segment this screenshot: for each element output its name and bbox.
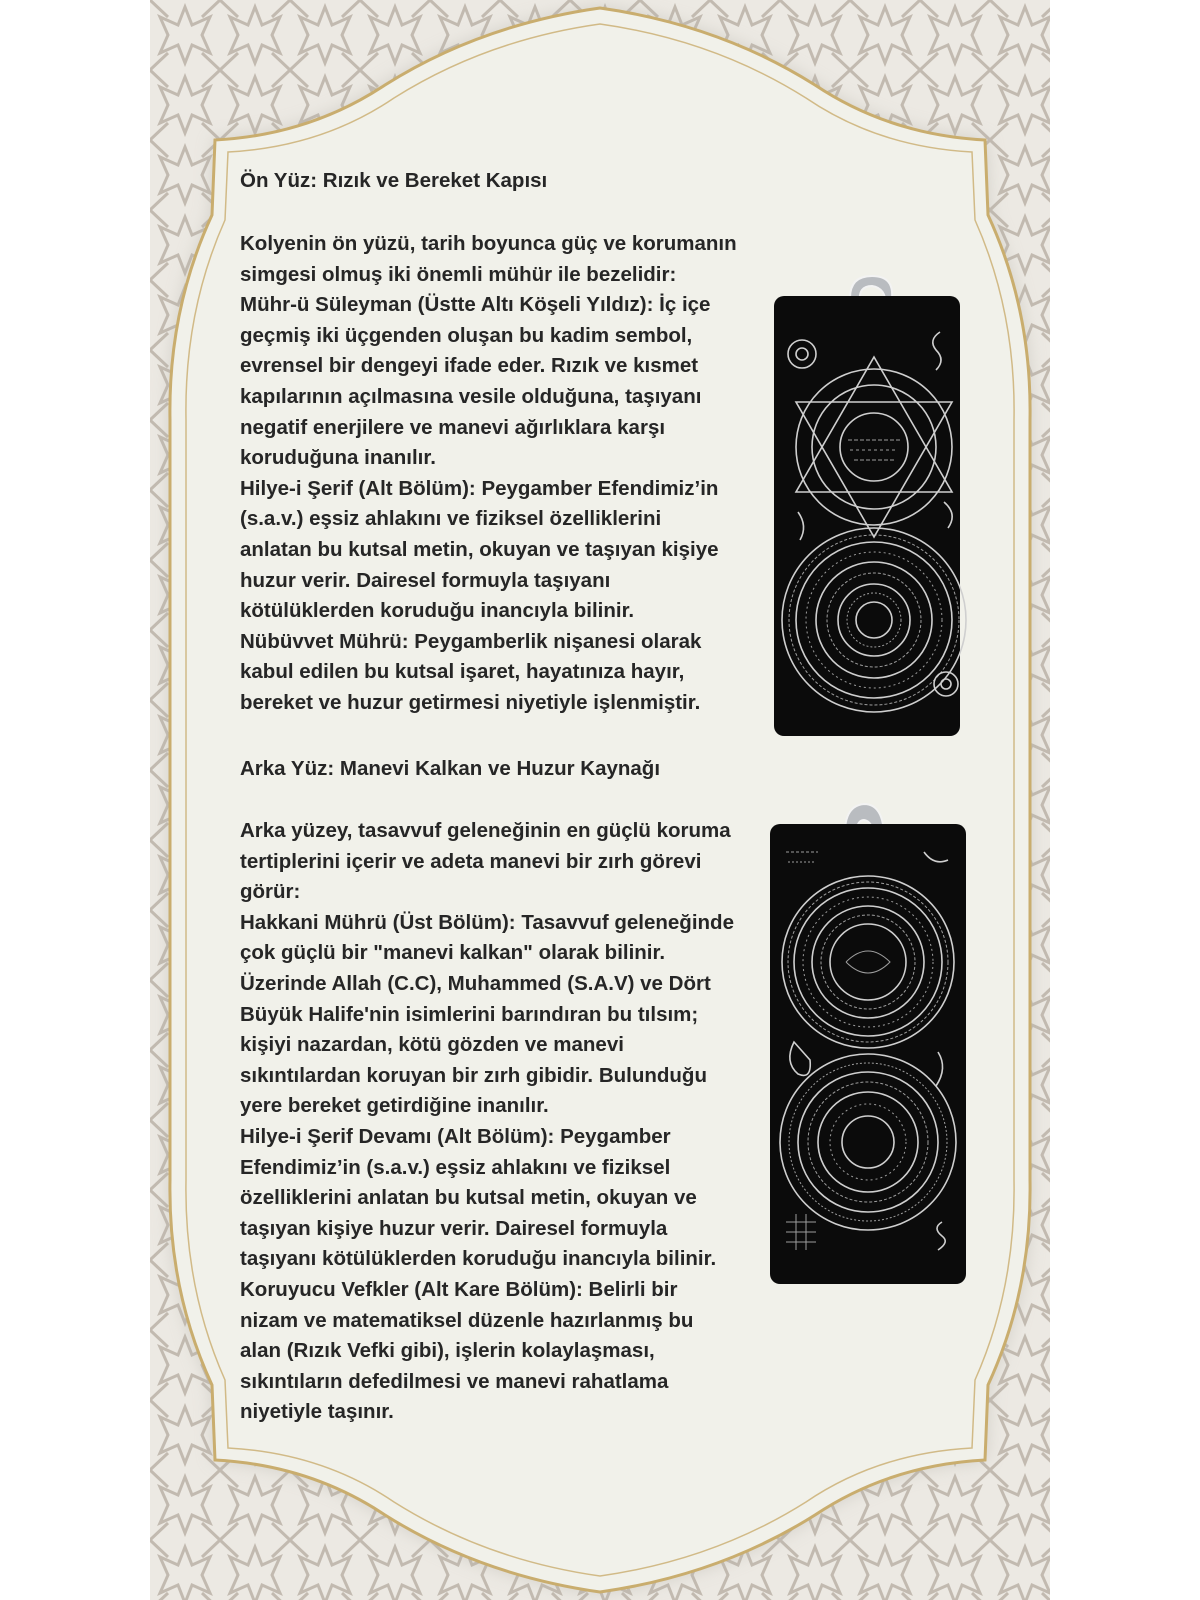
front-line: anlatan bu kutsal metin, okuyan ve taşıyan kişiye <box>240 537 719 561</box>
back-line: tertiplerini içerir ve adeta manevi bir zırh görevi <box>240 849 702 873</box>
back-line: özelliklerini anlatan bu kutsal metin, okuyan ve <box>240 1186 697 1210</box>
front-line: evrensel bir dengeyi ifade eder. Rızık ve kısmet <box>240 354 699 378</box>
front-line: koruduğuna inanılır. <box>240 446 436 470</box>
back-description <box>240 816 734 1428</box>
front-description <box>240 229 737 719</box>
front-line: simgesi olmuş iki önemli mühür ile bezelidir: <box>240 262 677 286</box>
back-line: taşıyan kişiye huzur verir. Dairesel formuyla <box>240 1216 668 1240</box>
front-line: huzur verir. Dairesel formuyla taşıyanı <box>240 568 611 592</box>
back-line: yere bereket getirdiğine inanılır. <box>240 1094 549 1118</box>
back-line: çok güçlü bir "manevi kalkan" olarak bilinir. <box>240 941 666 965</box>
back-line: Efendimiz’in (s.a.v.) eşsiz ahlakını ve fiziksel <box>240 1155 671 1179</box>
front-line: Kolyenin ön yüzü, tarih boyunca güç ve korumanın <box>240 232 737 255</box>
front-line: kabul edilen bu kutsal işaret, hayatınıza hayır, <box>240 660 685 684</box>
back-line: Koruyucu Vefkler (Alt Kare Bölüm): Belirli bir <box>240 1277 678 1301</box>
front-line: geçmiş iki üçgenden oluşan bu kadim sembol, <box>240 323 693 347</box>
front-line: Nübüvvet Mührü: Peygamberlik nişanesi olarak <box>240 629 702 653</box>
hakkani-seal-pendant-icon <box>768 802 968 1288</box>
front-line: kötülüklerden koruduğu inancıyla bilinir. <box>240 599 635 623</box>
front-line: negatif enerjilere ve manevi ağırlıklara karşı <box>240 415 666 439</box>
back-line: Arka yüzey, tasavvuf geleneğinin en güçlü koruma <box>240 819 731 842</box>
back-line: taşıyanı kötülüklerden koruduğu inancıyla bilinir. <box>240 1247 717 1271</box>
seal-of-solomon-hexagram-pendant-icon <box>768 272 968 742</box>
front-line: (s.a.v.) eşsiz ahlakını ve fiziksel özelliklerini <box>240 507 662 531</box>
front-line: Hilye-i Şerif (Alt Bölüm): Peygamber Efendimiz’in <box>240 476 719 500</box>
front-line: bereket ve huzur getirmesi niyetiyle işlenmiştir. <box>240 690 701 714</box>
back-line: kişiyi nazardan, kötü gözden ve manevi <box>240 1033 624 1057</box>
back-line: Hakkani Mührü (Üst Bölüm): Tasavvuf geleneğinde <box>240 910 734 934</box>
back-line: sıkıntıların defedilmesi ve manevi rahatlama <box>240 1369 669 1393</box>
front-line: kapılarının açılmasına vesile olduğuna, taşıyanı <box>240 384 702 408</box>
front-line: Mühr-ü Süleyman (Üstte Altı Köşeli Yıldız): İç içe <box>240 293 711 317</box>
back-line: alan (Rızık Vefki gibi), işlerin kolaylaşması, <box>240 1339 655 1363</box>
back-line: Büyük Halife'nin isimlerini barındıran bu tılsım; <box>240 1002 699 1026</box>
back-line: nizam ve matematiksel düzenle hazırlanmış bu <box>240 1308 694 1332</box>
back-heading: Arka Yüz: Manevi Kalkan ve Huzur Kaynağı <box>240 757 661 780</box>
back-line: niyetiyle taşınır. <box>240 1400 394 1424</box>
back-line: Hilye-i Şerif Devamı (Alt Bölüm): Peygamber <box>240 1124 671 1148</box>
back-line: sıkıntılardan koruyan bir zırh gibidir. Bulunduğu <box>240 1063 707 1087</box>
front-heading: Ön Yüz: Rızık ve Bereket Kapısı <box>240 169 548 192</box>
back-line: Üzerinde Allah (C.C), Muhammed (S.A.V) ve Dört <box>240 971 711 995</box>
back-line: görür: <box>240 880 301 904</box>
